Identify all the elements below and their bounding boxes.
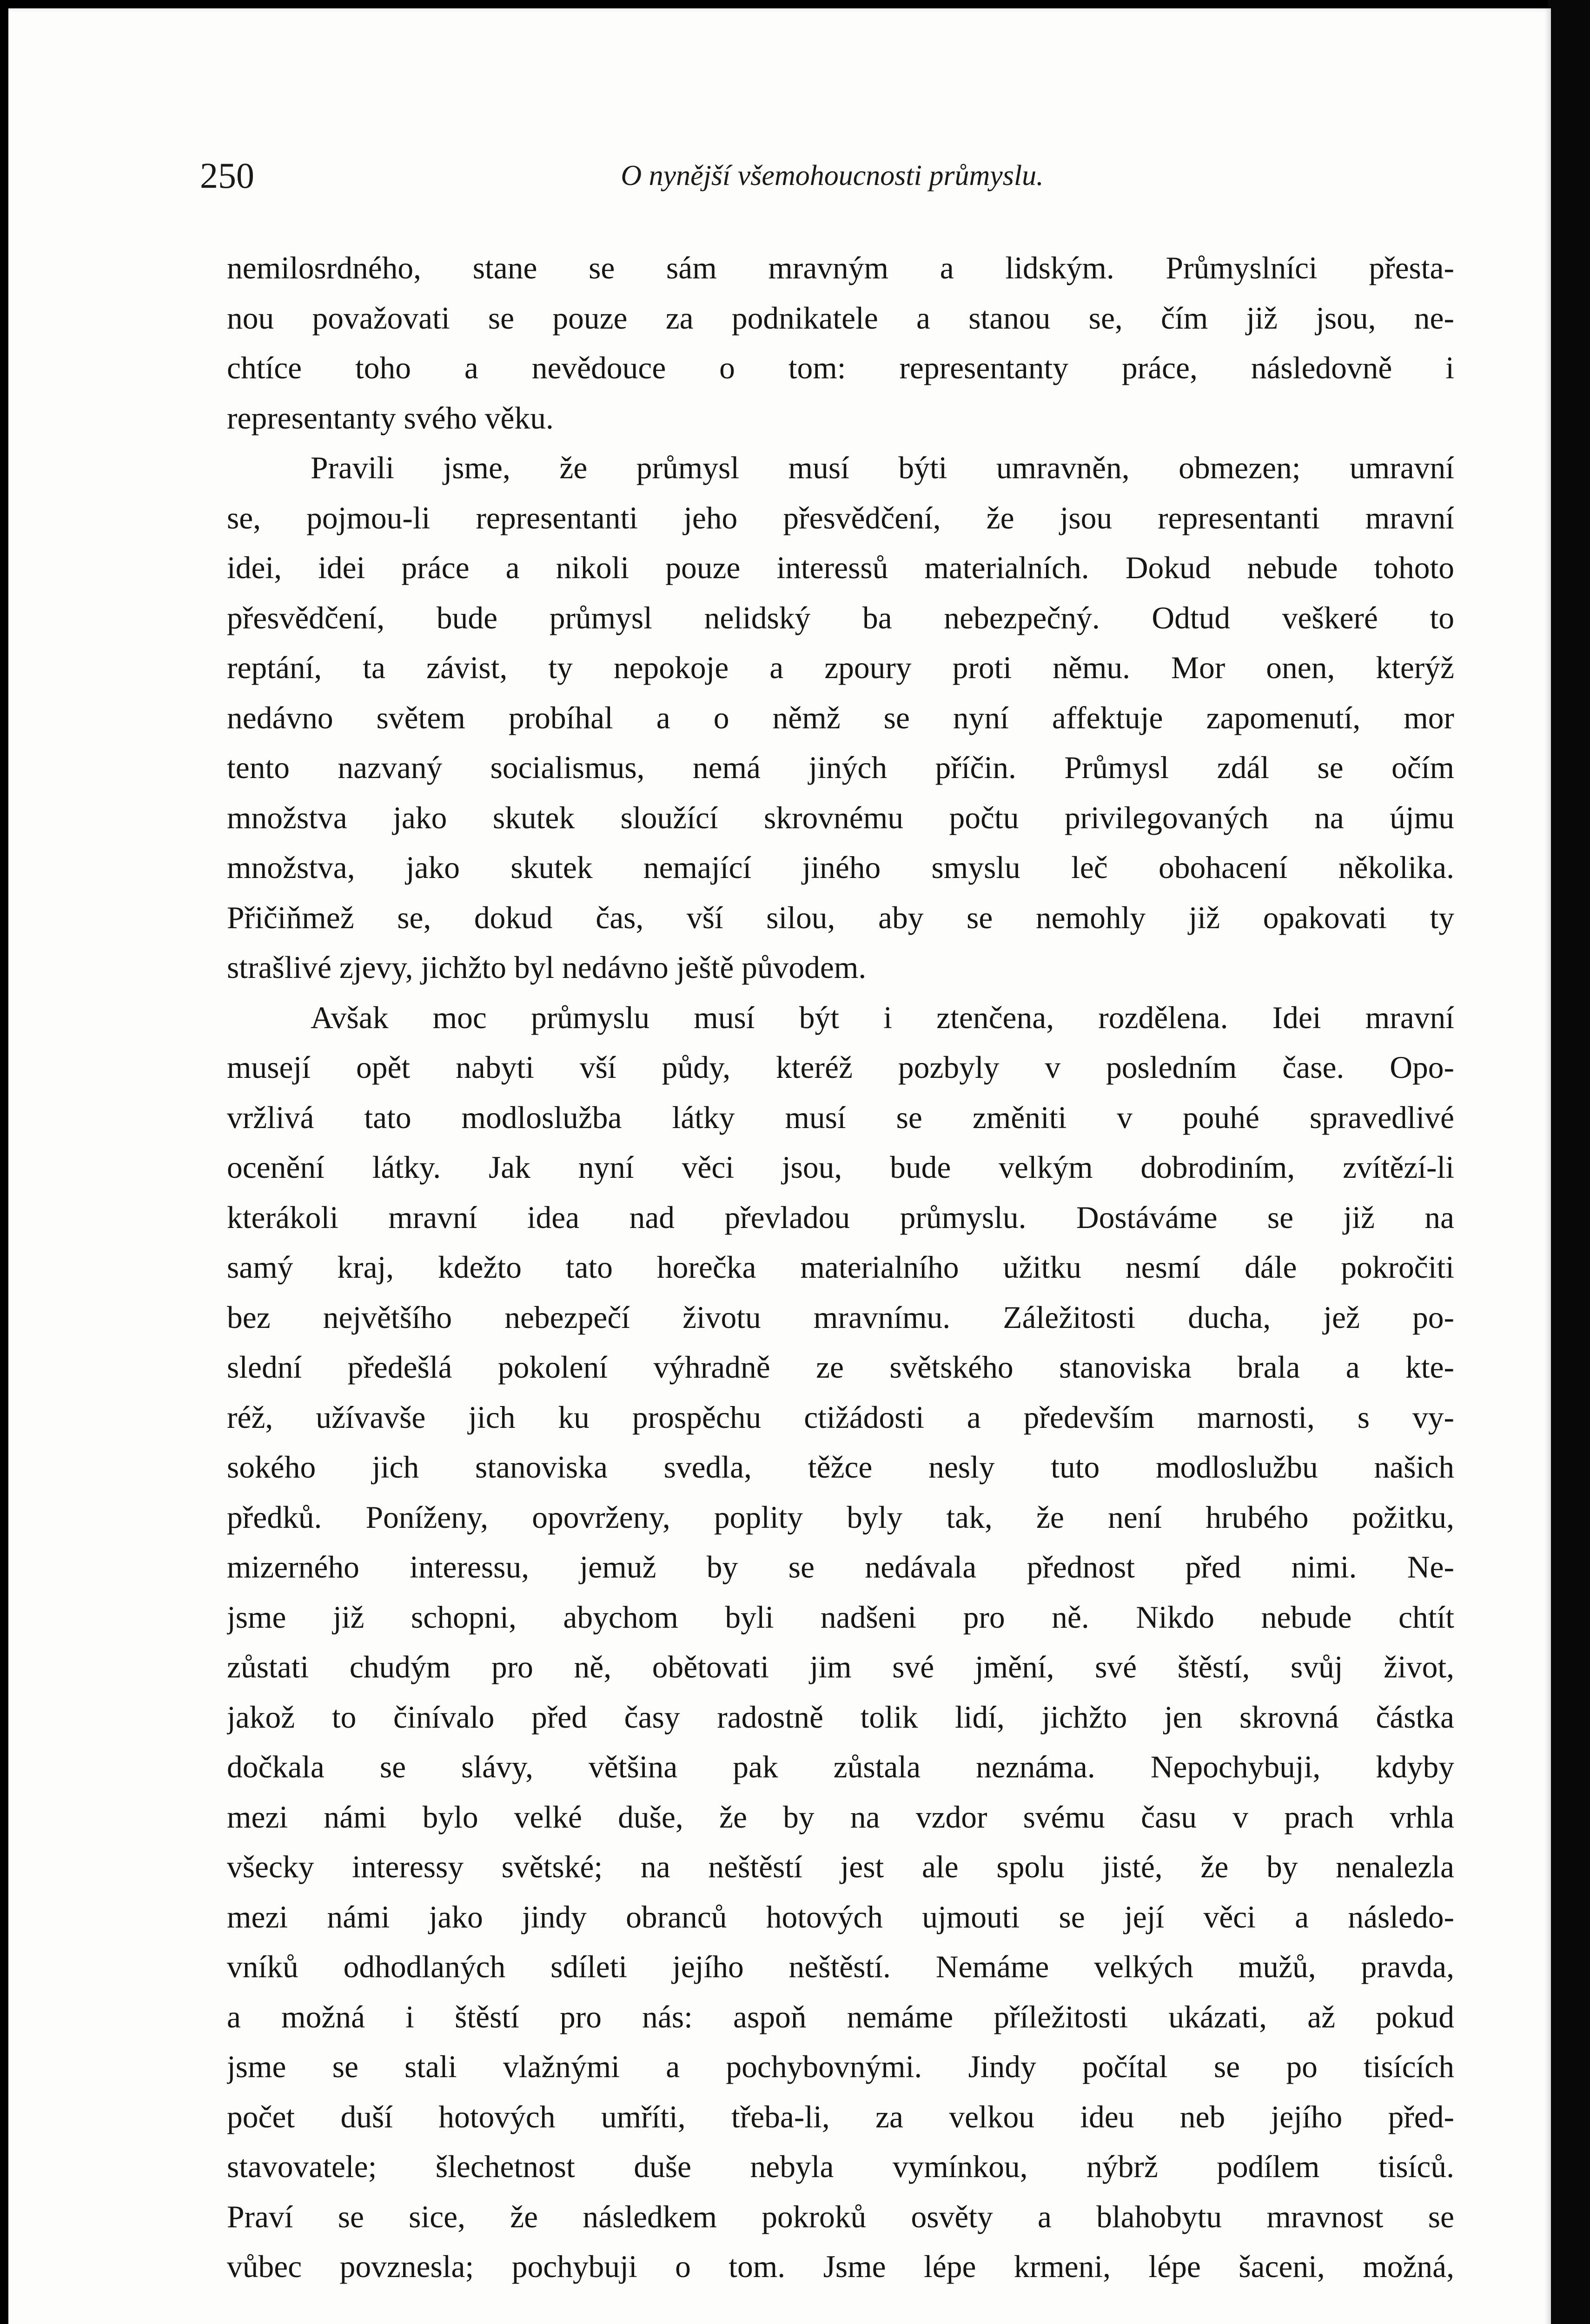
text-line: ocenění látky. Jak nyní věci jsou, bude velkým dobrodiním, zvítězí-li (227, 1150, 1454, 1185)
text-line: musejí opět nabyti vší půdy, kteréž pozbyly v posledním čase. Opo- (227, 1050, 1454, 1085)
text-line: bez největšího nebezpečí životu mravnímu. Záležitosti ducha, jež po- (227, 1300, 1454, 1335)
text-line: množstva, jako skutek nemající jiného smyslu leč obohacení několika. (227, 850, 1454, 885)
text-line: stavovatele; šlechetnost duše nebyla vymínkou, nýbrž podílem tisíců. (227, 2149, 1454, 2184)
text-line: Přičiňmež se, dokud čas, vší silou, aby se nemohly již opakovati ty (227, 900, 1454, 935)
text-line: vržlivá tato modloslužba látky musí se změniti v pouhé spravedlivé (227, 1100, 1454, 1135)
text-line: nou považovati se pouze za podnikatele a stanou se, čím již jsou, ne- (227, 300, 1454, 336)
text-line: Praví se sice, že následkem pokroků osvěty a blahobytu mravnost se (227, 2199, 1454, 2234)
book-page (8, 8, 1551, 2324)
text-line: počet duší hotových umříti, třeba-li, za velkou ideu neb jejího před- (227, 2099, 1454, 2134)
text-line: předků. Poníženy, opovrženy, poplity byly tak, že není hrubého požitku, (227, 1499, 1454, 1535)
paragraph-start-line: Pravili jsme, že průmysl musí býti umravněn, obmezen; umravní (311, 450, 1454, 485)
text-line: representanty svého věku. (227, 400, 554, 436)
running-title: O nynější všemohoucnosti průmyslu. (621, 160, 1044, 191)
text-line: přesvědčení, bude průmysl nelidský ba nebezpečný. Odtud veškeré to (227, 600, 1454, 635)
text-line: mizerného interessu, jemuž by se nedávala přednost před nimi. Ne- (227, 1550, 1454, 1585)
text-line: mezi námi jako jindy obranců hotových ujmouti se její věci a následo- (227, 1899, 1454, 1934)
text-line: réž, užívavše jich ku prospěchu ctižádosti a především marnosti, s vy- (227, 1400, 1454, 1435)
text-line: vůbec povznesla; pochybuji o tom. Jsme lépe krmeni, lépe šaceni, možná, (227, 2249, 1454, 2284)
running-head (200, 150, 1464, 201)
page-number: 250 (200, 155, 254, 196)
text-line: vníků odhodlaných sdíleti jejího neštěstí. Nemáme velkých mužů, pravda, (227, 1949, 1454, 1984)
text-line: nemilosrdného, stane se sám mravným a lidským. Průmyslníci přesta- (227, 251, 1454, 285)
text-line: jsme již schopni, abychom byli nadšeni pro ně. Nikdo nebude chtít (227, 1599, 1454, 1635)
text-line: mezi námi bylo velké duše, že by na vzdor svému času v prach vrhla (227, 1799, 1454, 1835)
text-line: všecky interessy světské; na neštěstí jest ale spolu jisté, že by nenalezla (227, 1849, 1454, 1884)
text-line: chtíce toho a nevědouce o tom: representanty práce, následovně i (227, 350, 1454, 385)
body-text (227, 243, 1454, 2324)
text-line: strašlivé zjevy, jichžto byl nedávno ještě původem. (227, 950, 867, 985)
text-line: a možná i štěstí pro nás: aspoň nemáme příležitosti ukázati, až pokud (227, 1999, 1454, 2034)
scan-border (1548, 0, 1590, 2324)
paragraph-start-line: Avšak moc průmyslu musí být i ztenčena, rozdělena. Idei mravní (311, 1000, 1454, 1035)
text-line: idei, idei práce a nikoli pouze interessů materialních. Dokud nebude tohoto (227, 550, 1454, 585)
text-line: tento nazvaný socialismus, nemá jiných příčin. Průmysl zdál se očím (227, 750, 1454, 785)
text-line: samý kraj, kdežto tato horečka materialního užitku nesmí dále pokročiti (227, 1250, 1454, 1285)
text-line: slední předešlá pokolení výhradně ze světského stanoviska brala a kte- (227, 1350, 1454, 1385)
text-line: nedávno světem probíhal a o němž se nyní affektuje zapomenutí, mor (227, 700, 1454, 735)
text-line: kterákoli mravní idea nad převladou průmyslu. Dostáváme se již na (227, 1200, 1454, 1235)
text-line: jsme se stali vlažnými a pochybovnými. Jindy počítal se po tisících (227, 2049, 1454, 2084)
text-line: množstva jako skutek sloužící skrovnému počtu privilegovaných na újmu (227, 800, 1454, 835)
text-line: se, pojmou-li representanti jeho přesvědčení, že jsou representanti mravní (227, 500, 1454, 535)
text-line: zůstati chudým pro ně, obětovati jim své jmění, své štěstí, svůj život, (227, 1650, 1454, 1684)
text-line: sokého jich stanoviska svedla, těžce nesly tuto modloslužbu našich (227, 1450, 1454, 1485)
text-line: jakož to činívalo před časy radostně tolik lidí, jichžto jen skrovná částka (227, 1699, 1454, 1735)
text-line: dočkala se slávy, většina pak zůstala neznáma. Nepochybuji, kdyby (227, 1750, 1454, 1784)
text-line: reptání, ta závist, ty nepokoje a zpoury proti němu. Mor onen, kterýž (227, 650, 1454, 685)
